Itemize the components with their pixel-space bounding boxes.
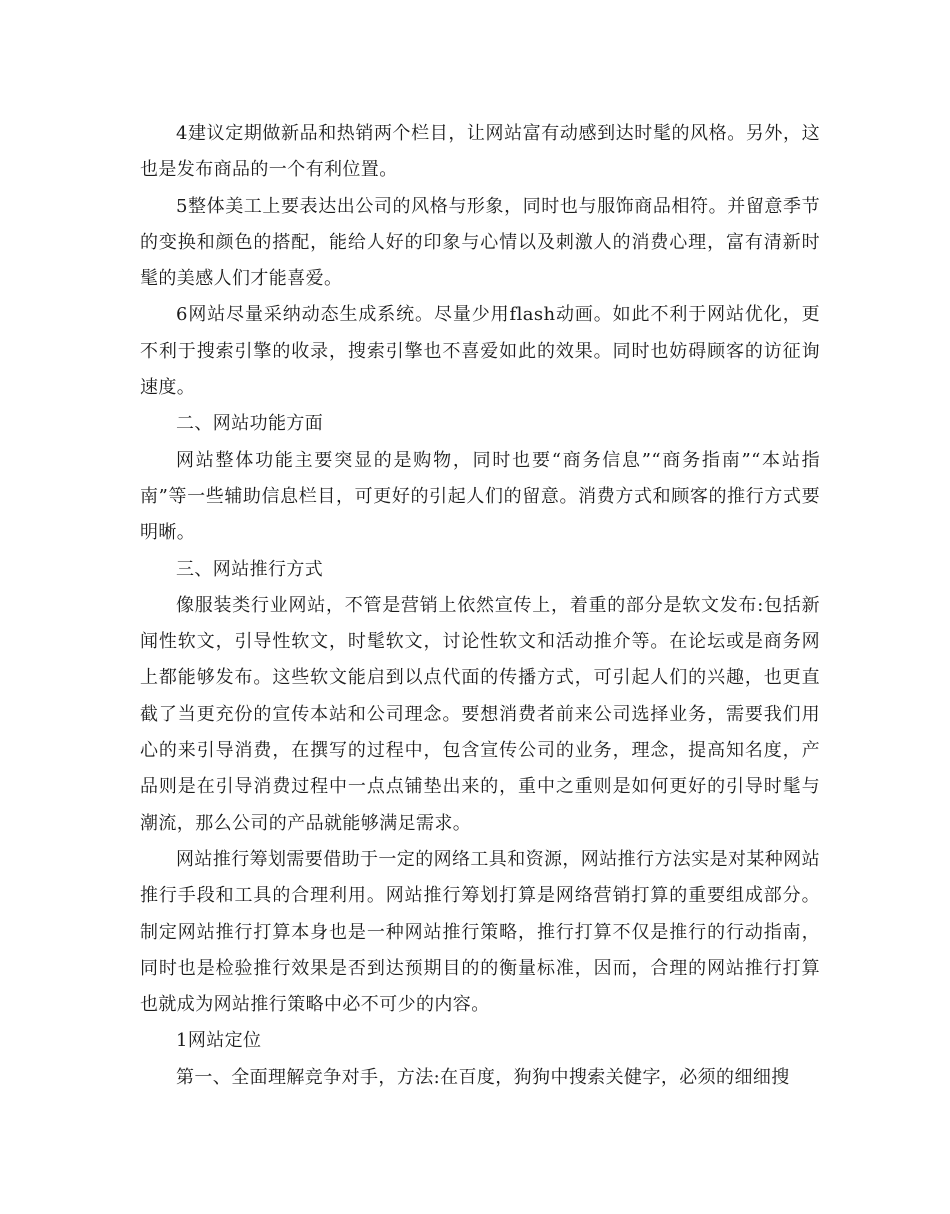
document-body xyxy=(140,116,820,1096)
paragraph-item-5: 5整体美工上要表达出公司的风格与形象，同时也与服饰商品相符。并留意季节的变换和颜色的搭配，能给人好的印象与心情以及刺激人的消费心理，富有清新时髦的美感人们才能喜爱。 xyxy=(140,195,820,290)
paragraph-item-4: 4建议定期做新品和热销两个栏目，让网站富有动感到达时髦的风格。另外，这也是发布商品的一个有利位置。 xyxy=(140,123,820,181)
subheading-website-positioning: 1网站定位 xyxy=(176,1030,262,1052)
paragraph-soft-articles: 像服装类行业网站，不管是营销上依然宣传上，着重的部分是软文发布:包括新闻性软文，引导性软文，时髦软文，讨论性软文和活动推介等。在论坛或是商务网上都能够发布。这些软文能启到以点代面的传播方式，可引起人们的兴趣，也更直截了当更充份的宣传本站和公司理念。要想消费者前来公司选择业务，需要我们用心的来引导消费，在撰写的过程中，包含宣传公司的业务，理念，提高知名度，产品则是在引导消费过程中一点点铺垫出来的，重中之重则是如何更好的引导时髦与潮流，那么公司的产品就能够满足需求。 xyxy=(140,594,820,834)
paragraph-website-functions: 网站整体功能主要突显的是购物，同时也要“商务信息”“商务指南”“本站指南”等一些辅助信息栏目，可更好的引起人们的留意。消费方式和顾客的推行方式要明晰。 xyxy=(140,449,820,544)
paragraph-item-6: 6网站尽量采纳动态生成系统。尽量少用flash动画。如此不利于网站优化，更不利于搜索引擎的收录，搜索引擎也不喜爱如此的效果。同时也妨碍顾客的访征询速度。 xyxy=(140,304,820,399)
section-heading-website-functions: 二、网站功能方面 xyxy=(176,413,324,435)
paragraph-promotion-planning: 网站推行筹划需要借助于一定的网络工具和资源，网站推行方法实是对某种网站推行手段和工具的合理利用。网站推行筹划打算是网络营销打算的重要组成部分。制定网站推行打算本身也是一种网站推行策略，推行打算不仅是推行的行动指南，同时也是检验推行效果是否到达预期目的的衡量标准，因而，合理的网站推行打算也就成为网站推行策略中必不可少的内容。 xyxy=(140,848,820,1016)
paragraph-competitor-research: 第一、全面理解竞争对手，方法:在百度，狗狗中搜索关健字，必须的细细搜 xyxy=(176,1066,790,1088)
section-heading-promotion-methods: 三、网站推行方式 xyxy=(176,558,324,580)
